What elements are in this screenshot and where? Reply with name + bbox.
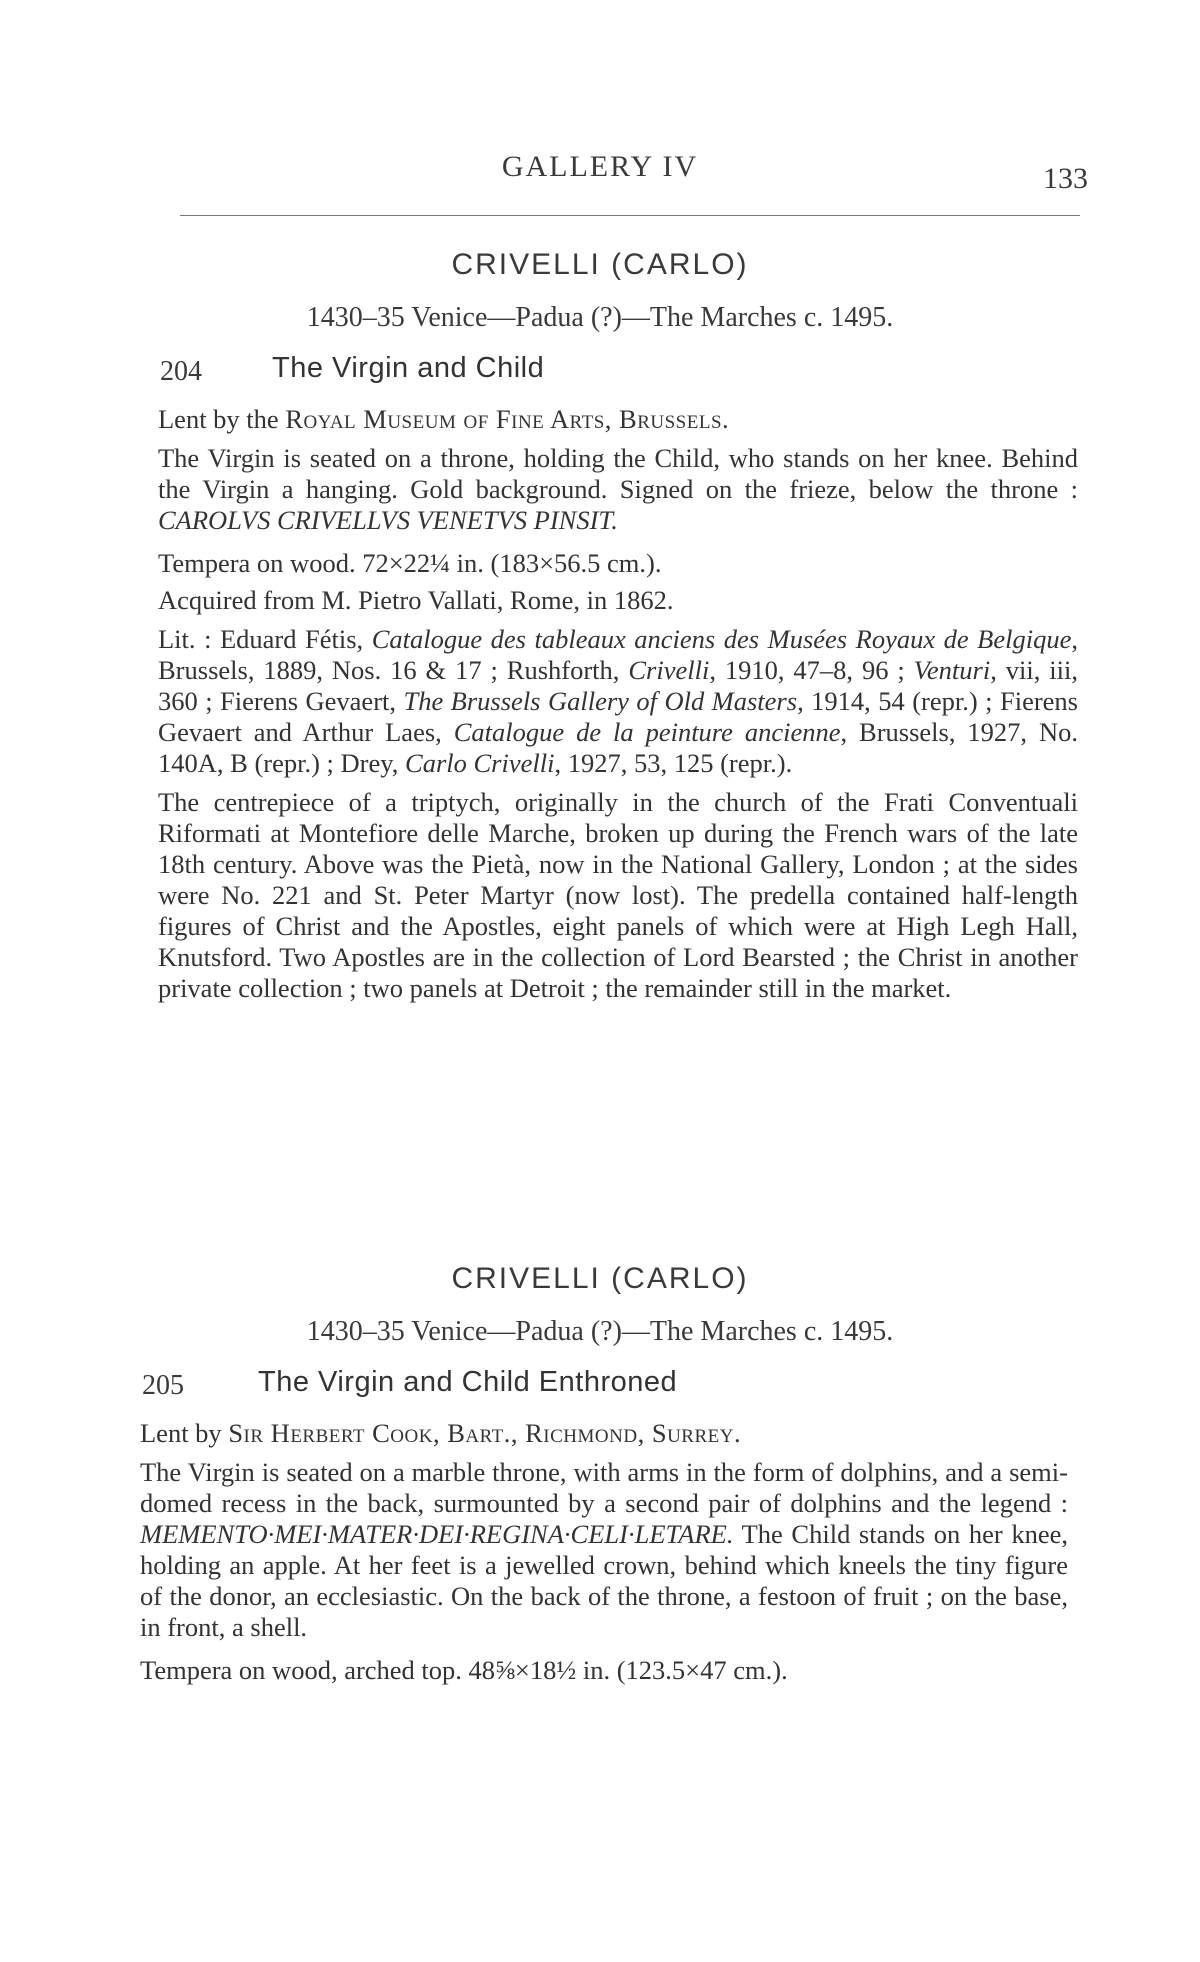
lit-text: Lit. : Eduard Fétis, xyxy=(158,624,372,654)
description-text: The Virgin is seated on a throne, holding the Child, who stands on her knee. Behind the Virgin a hanging. Gold background. Signed on the frieze, below the throne : xyxy=(158,443,1078,504)
entry-notes: The centrepiece of a triptych, originally in the church of the Frati Conventuali Riformati at Montefiore delle Marche, broken up during the French wars of the late 18th century. Above was the Pietà, now in the National Gallery, London ; at the sides were No. 221 and St. Peter Martyr (now lost). The predella contained half-length figures of Christ and the Apostles, eight panels of which were at High Legh Hall, Knutsford. Two Apostles are in the collection of Lord Bearsted ; the Christ in another private collection ; two panels at Detroit ; the remainder still in the market. xyxy=(158,787,1078,1003)
literature xyxy=(158,624,1078,779)
page-number: 133 xyxy=(1043,162,1088,195)
lit-text: , 1910, 47–8, 96 ; xyxy=(709,655,914,685)
description-text: The Virgin is seated on a marble throne, with arms in the form of dolphins, and a semi-domed recess in the back, surmounted by a second pair of dolphins and the legend : xyxy=(140,1457,1068,1518)
catalogue-number: 205 xyxy=(142,1370,184,1401)
lit-text: , vii, iii, 360 ; Fierens Gevaert, xyxy=(158,655,1078,716)
catalogue-entry xyxy=(0,1262,1200,1686)
inscription: CAROLVS CRIVELLVS VENETVS PINSIT. xyxy=(158,505,618,535)
lender-prefix: Lent by xyxy=(140,1418,229,1448)
lit-title: Venturi xyxy=(913,655,991,685)
lit-title: Catalogue des tableaux anciens des Musées Royaux de Belgique xyxy=(371,624,1072,654)
artist-dates: 1430–35 Venice—Padua (?)—The Marches c. 1495. xyxy=(306,302,894,333)
running-head: GALLERY IV xyxy=(501,150,699,183)
lender-name: Royal Museum of Fine Arts, Brussels. xyxy=(285,404,730,434)
lender-line xyxy=(140,1418,1068,1449)
artist-heading: CRIVELLI (CARLO) xyxy=(451,248,749,281)
lit-title: Catalogue de la peinture ancienne xyxy=(453,717,841,747)
header-rule xyxy=(180,215,1080,216)
lit-title: Crivelli xyxy=(628,655,710,685)
catalogue-number: 204 xyxy=(160,356,202,387)
lender-line xyxy=(158,404,1078,435)
entry-title-row xyxy=(0,1364,1200,1410)
lit-title: Carlo Crivelli xyxy=(405,748,555,778)
description xyxy=(158,443,1078,536)
artist-heading: CRIVELLI (CARLO) xyxy=(451,1262,749,1295)
entry-title-row xyxy=(0,350,1200,396)
description xyxy=(140,1457,1068,1643)
medium-dimensions: Tempera on wood. 72×22¼ in. (183×56.5 cm.). xyxy=(158,548,662,578)
medium-dimensions: Tempera on wood, arched top. 48⅝×18½ in. (123.5×47 cm.). xyxy=(140,1655,788,1685)
lit-text: , Brussels, 1889, Nos. 16 & 17 ; Rushforth, xyxy=(158,624,1078,685)
provenance: Acquired from M. Pietro Vallati, Rome, in 1862. xyxy=(158,585,674,615)
inscription: MEMENTO·MEI·MATER·DEI·REGINA·CELI·LETARE. xyxy=(140,1519,734,1549)
description-text: The Child stands on her knee, holding an apple. At her feet is a jewelled crown, behind which kneels the tiny figure of the donor, an ecclesiastic. On the back of the throne, a festoon of fruit ; on the base, in front, a shell. xyxy=(140,1519,1068,1642)
lit-text: , Brussels, 1927, No. 140A, B (repr.) ; Drey, xyxy=(158,717,1078,778)
work-title: The Virgin and Child Enthroned xyxy=(258,1366,678,1398)
lender-name: Sir Herbert Cook, Bart., Richmond, Surrey. xyxy=(228,1418,742,1448)
lit-text: , 1914, 54 (repr.) ; Fierens Gevaert and Arthur Laes, xyxy=(158,686,1078,747)
work-title: The Virgin and Child xyxy=(272,352,545,384)
catalogue-entry xyxy=(0,248,1200,1004)
artist-dates: 1430–35 Venice—Padua (?)—The Marches c. 1495. xyxy=(306,1316,894,1347)
lit-text: , 1927, 53, 125 (repr.). xyxy=(554,748,793,778)
lit-title: The Brussels Gallery of Old Masters xyxy=(403,686,798,716)
lender-prefix: Lent by the xyxy=(158,404,286,434)
